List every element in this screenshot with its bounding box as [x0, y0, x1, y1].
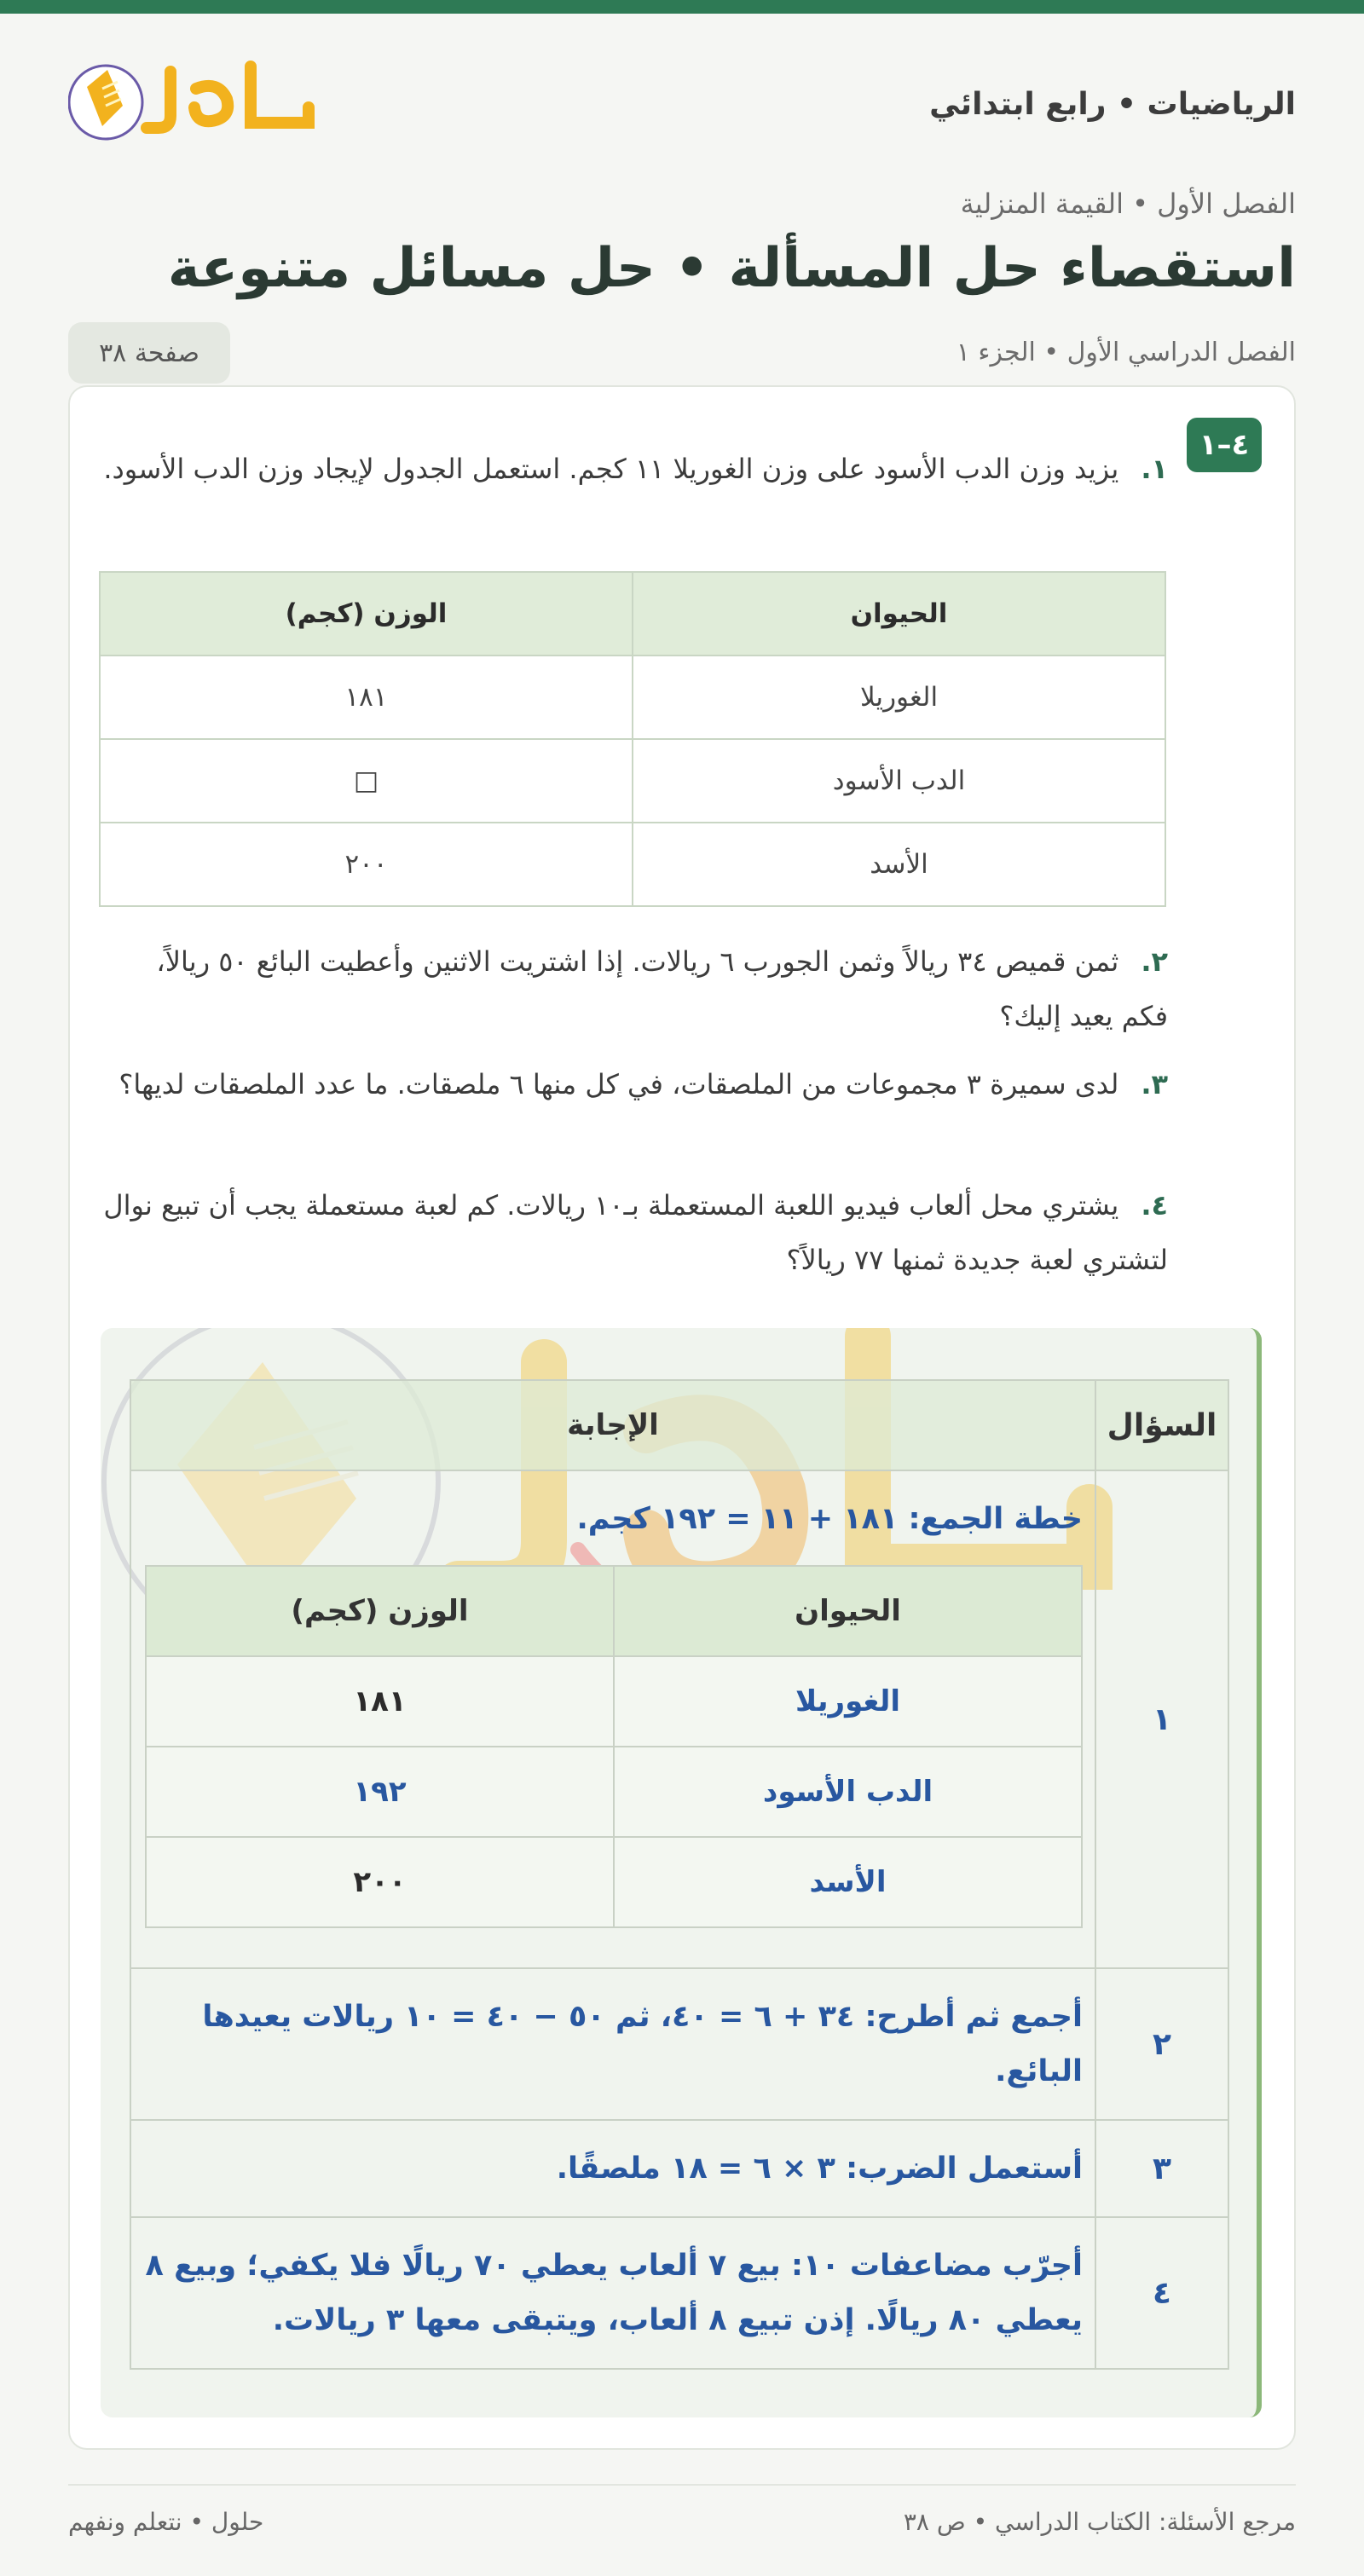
- table-header-weight: الوزن (كجم): [100, 572, 633, 656]
- answers-header-question: السؤال: [1095, 1380, 1228, 1470]
- content-card: [68, 385, 1296, 2450]
- table-row: [100, 739, 1165, 823]
- table-cell: الدب الأسود: [614, 1747, 1082, 1837]
- table-header-weight: الوزن (كجم): [146, 1566, 614, 1656]
- table-cell: الغوريلا: [633, 656, 1165, 739]
- page-title: استقصاء حل المسألة • حل مسائل متنوعة: [167, 237, 1296, 300]
- question-text: ثمن قميص ٣٤ ريالاً وثمن الجورب ٦ ريالات. إذا اشتريت الاثنين وأعطيت البائع ٥٠ ريالاً، فكم يعيد إليك؟: [156, 945, 1168, 1032]
- answer-row-1: [130, 1470, 1228, 1968]
- table-row: [100, 823, 1165, 906]
- question-number: ٢.: [1141, 945, 1168, 978]
- table-cell: ٢٠٠: [100, 823, 633, 906]
- table-cell: ١٨١: [100, 656, 633, 739]
- term-label: الفصل الدراسي الأول • الجزء ١: [956, 338, 1296, 367]
- question-2: [102, 934, 1168, 1043]
- answers-header-answer: الإجابة: [130, 1380, 1095, 1470]
- answer-text: أجرّب مضاعفات ١٠: بيع ٧ ألعاب يعطي ٧٠ ريالًا فلا يكفي؛ وبيع ٨ يعطي ٨٠ ريالًا. إذن تبيع ٨ ألعاب، ويتبقى معها ٣ ريالات.: [130, 2217, 1095, 2369]
- table-header-animal: الحيوان: [614, 1566, 1082, 1656]
- question-table: [99, 571, 1166, 907]
- question-text: يشتري محل ألعاب فيديو اللعبة المستعملة بـ١٠ ريالات. كم لعبة مستعملة يجب أن تبيع نوال لتشتري لعبة جديدة ثمنها ٧٧ ريالاً؟: [103, 1189, 1168, 1276]
- answer-cell: [130, 1470, 1095, 1968]
- subject-label: الرياضيات • رابع ابتدائي: [929, 87, 1296, 122]
- answer-row-3: [130, 2120, 1228, 2217]
- table-cell: ٢٠٠: [146, 1837, 614, 1927]
- answer-number: ١: [1095, 1470, 1228, 1968]
- question-number: ١.: [1141, 453, 1168, 485]
- question-text: لدى سميرة ٣ مجموعات من الملصقات، في كل منها ٦ ملصقات. ما عدد الملصقات لديها؟: [118, 1068, 1119, 1100]
- question-1: [102, 442, 1168, 496]
- table-row: [146, 1656, 1082, 1747]
- answer-number: ٢: [1095, 1968, 1228, 2120]
- table-cell: □: [100, 739, 633, 823]
- table-row: [146, 1747, 1082, 1837]
- footer-divider: [68, 2484, 1296, 2486]
- answer-number: ٤: [1095, 2217, 1228, 2369]
- answer-text: خطة الجمع: ١٨١ + ١١ = ١٩٢ كجم.: [576, 1502, 1083, 1536]
- answer-row-2: [130, 1968, 1228, 2120]
- answer-text: أجمع ثم أطرح: ٣٤ + ٦ = ٤٠، ثم ٥٠ − ٤٠ = ١٠ ريالات يعيدها البائع.: [130, 1968, 1095, 2120]
- table-cell: الأسد: [614, 1837, 1082, 1927]
- question-number: ٤.: [1141, 1189, 1168, 1222]
- chapter-label: الفصل الأول • القيمة المنزلية: [960, 188, 1296, 220]
- question-text: يزيد وزن الدب الأسود على وزن الغوريلا ١١ كجم. استعمل الجدول لإيجاد وزن الدب الأسود.: [103, 453, 1119, 485]
- answers-table: [130, 1379, 1229, 2370]
- footer-source: مرجع الأسئلة: الكتاب الدراسي • ص ٣٨: [903, 2508, 1296, 2536]
- table-row: [146, 1837, 1082, 1927]
- question-4: [102, 1178, 1168, 1287]
- table-cell: الأسد: [633, 823, 1165, 906]
- answer-row-4: [130, 2217, 1228, 2369]
- table-cell: الغوريلا: [614, 1656, 1082, 1747]
- question-number: ٣.: [1141, 1068, 1168, 1100]
- question-3: [102, 1057, 1168, 1112]
- top-accent-bar: [0, 0, 1364, 14]
- hulul-logo: [68, 55, 315, 145]
- page-header: [68, 43, 1296, 170]
- lesson-number-badge: ٤–١: [1187, 418, 1262, 472]
- table-header-animal: الحيوان: [633, 572, 1165, 656]
- table-cell: ١٨١: [146, 1656, 614, 1747]
- table-cell: الدب الأسود: [633, 739, 1165, 823]
- answer-weight-table: [145, 1565, 1083, 1928]
- answer-number: ٣: [1095, 2120, 1228, 2217]
- table-cell: ١٩٢: [146, 1747, 614, 1837]
- logo-icon: [68, 55, 315, 145]
- answers-panel: [101, 1328, 1262, 2417]
- footer-brand: حلول • نتعلم ونفهم: [68, 2508, 264, 2536]
- answer-text: أستعمل الضرب: ٣ × ٦ = ١٨ ملصقًا.: [130, 2120, 1095, 2217]
- page-number-badge: صفحة ٣٨: [68, 322, 230, 384]
- table-row: [100, 656, 1165, 739]
